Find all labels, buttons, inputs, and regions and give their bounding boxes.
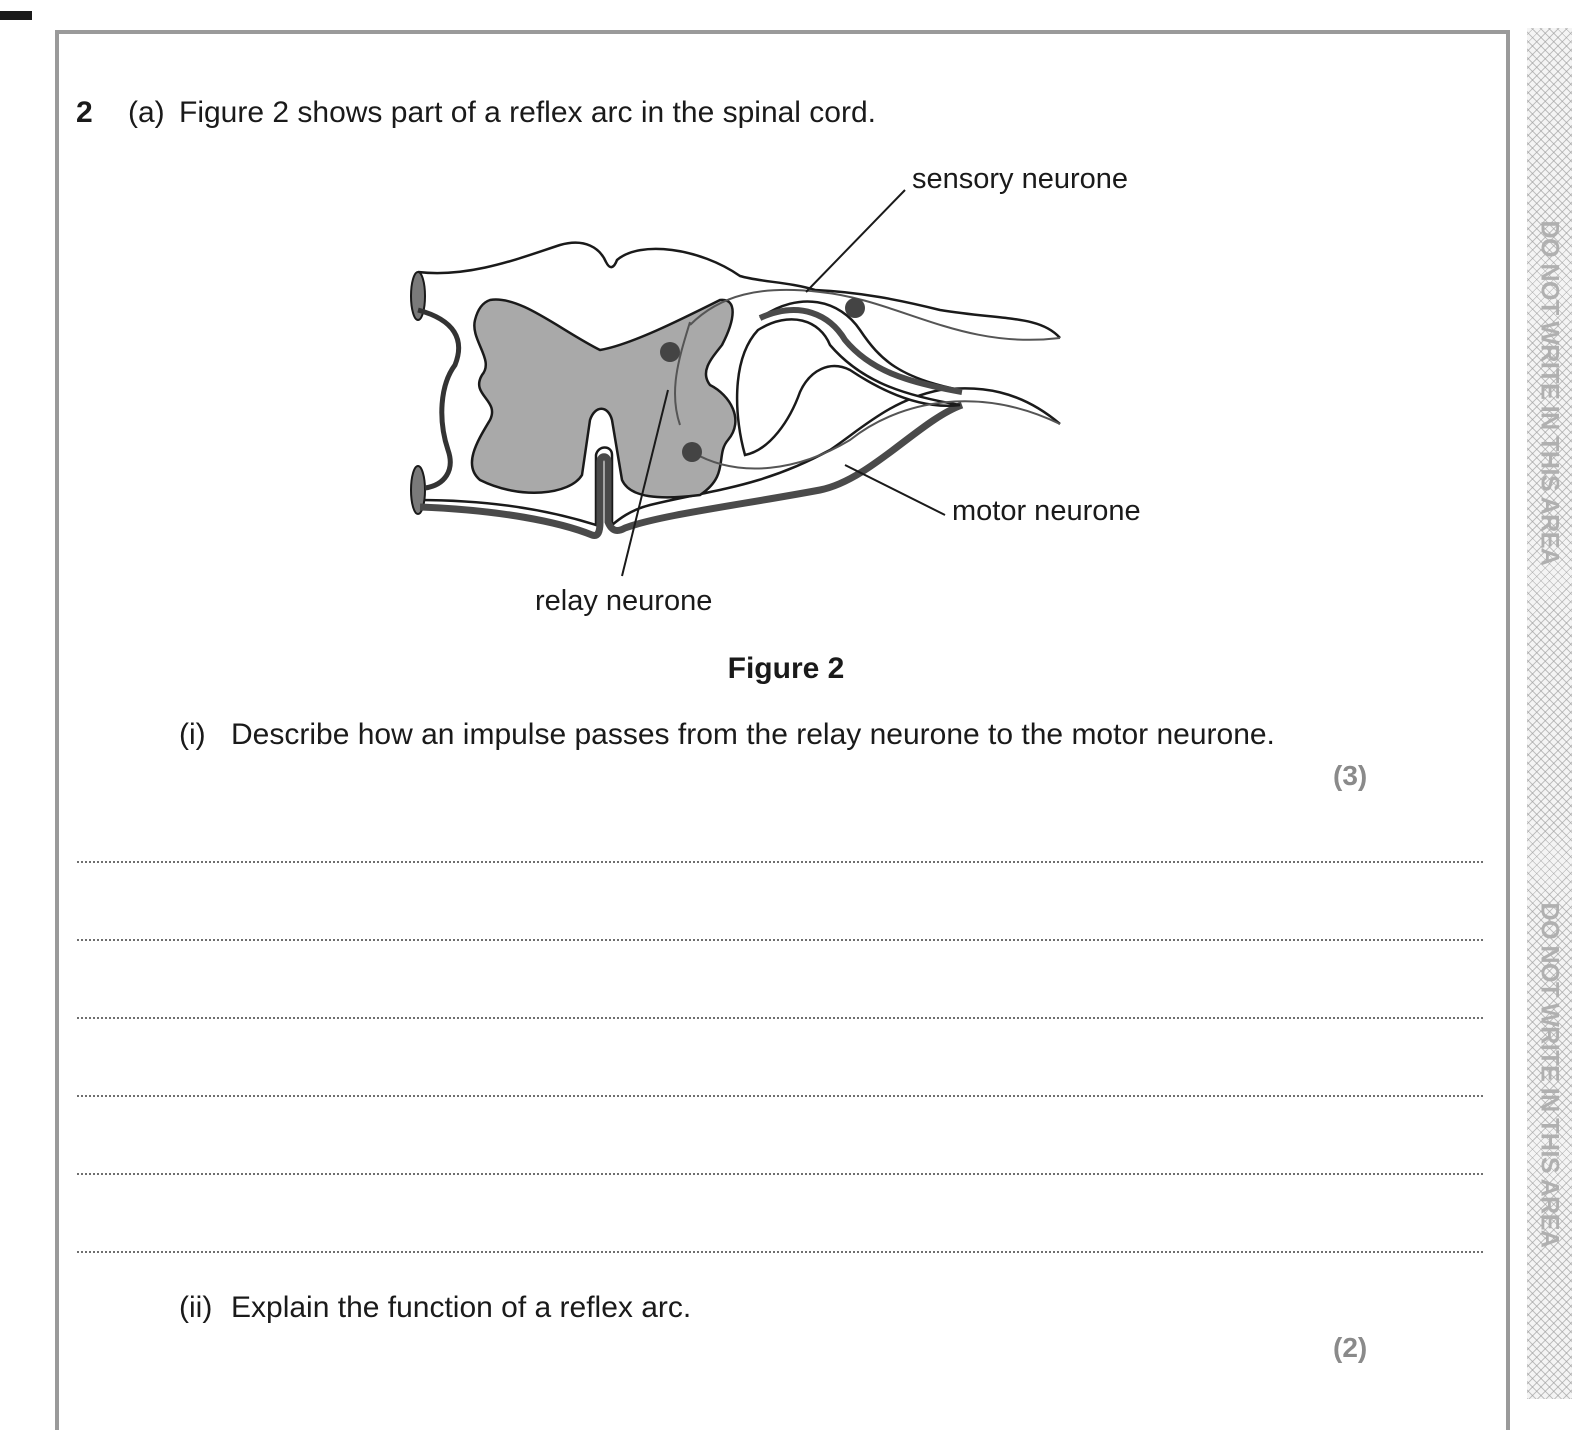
spinal-cord-diagram bbox=[400, 160, 1200, 630]
question-number: 2 bbox=[76, 96, 93, 129]
motor-neurone-label: motor neurone bbox=[952, 495, 1141, 527]
subquestion-i-label: (i) bbox=[179, 718, 206, 751]
subquestion-i-marks: (3) bbox=[1333, 760, 1368, 791]
question-part-label: (a) bbox=[128, 96, 165, 129]
motor-cell-body bbox=[682, 442, 702, 462]
subquestion-ii-text: Explain the function of a reflex arc. bbox=[231, 1291, 692, 1324]
subquestion-ii-marks: (2) bbox=[1333, 1332, 1368, 1363]
grey-matter bbox=[472, 300, 735, 498]
answer-line[interactable] bbox=[77, 1095, 1483, 1097]
relay-neurone-label: relay neurone bbox=[535, 585, 713, 617]
answer-line[interactable] bbox=[77, 1251, 1483, 1253]
margin-warning-top: DO NOT WRITE IN THIS AREA bbox=[1535, 220, 1564, 566]
left-membrane bbox=[418, 310, 459, 488]
corner-registration-mark bbox=[0, 11, 32, 20]
margin-warning-bottom: DO NOT WRITE IN THIS AREA bbox=[1535, 902, 1564, 1248]
sensory-cell-body bbox=[845, 298, 865, 318]
figure-caption: Figure 2 bbox=[727, 652, 845, 685]
subquestion-i-text: Describe how an impulse passes from the relay neurone to the motor neurone. bbox=[231, 718, 1275, 751]
sensory-neurone-label: sensory neurone bbox=[912, 163, 1129, 195]
subquestion-ii-label: (ii) bbox=[179, 1291, 213, 1324]
answer-line[interactable] bbox=[77, 939, 1483, 941]
motor-label-line bbox=[845, 465, 945, 515]
answer-line[interactable] bbox=[77, 861, 1483, 863]
sensory-label-line bbox=[806, 190, 905, 292]
answer-line[interactable] bbox=[77, 1173, 1483, 1175]
relay-cell-body bbox=[660, 342, 680, 362]
question-text: Figure 2 shows part of a reflex arc in the spinal cord. bbox=[179, 96, 877, 129]
answer-line[interactable] bbox=[77, 1017, 1483, 1019]
